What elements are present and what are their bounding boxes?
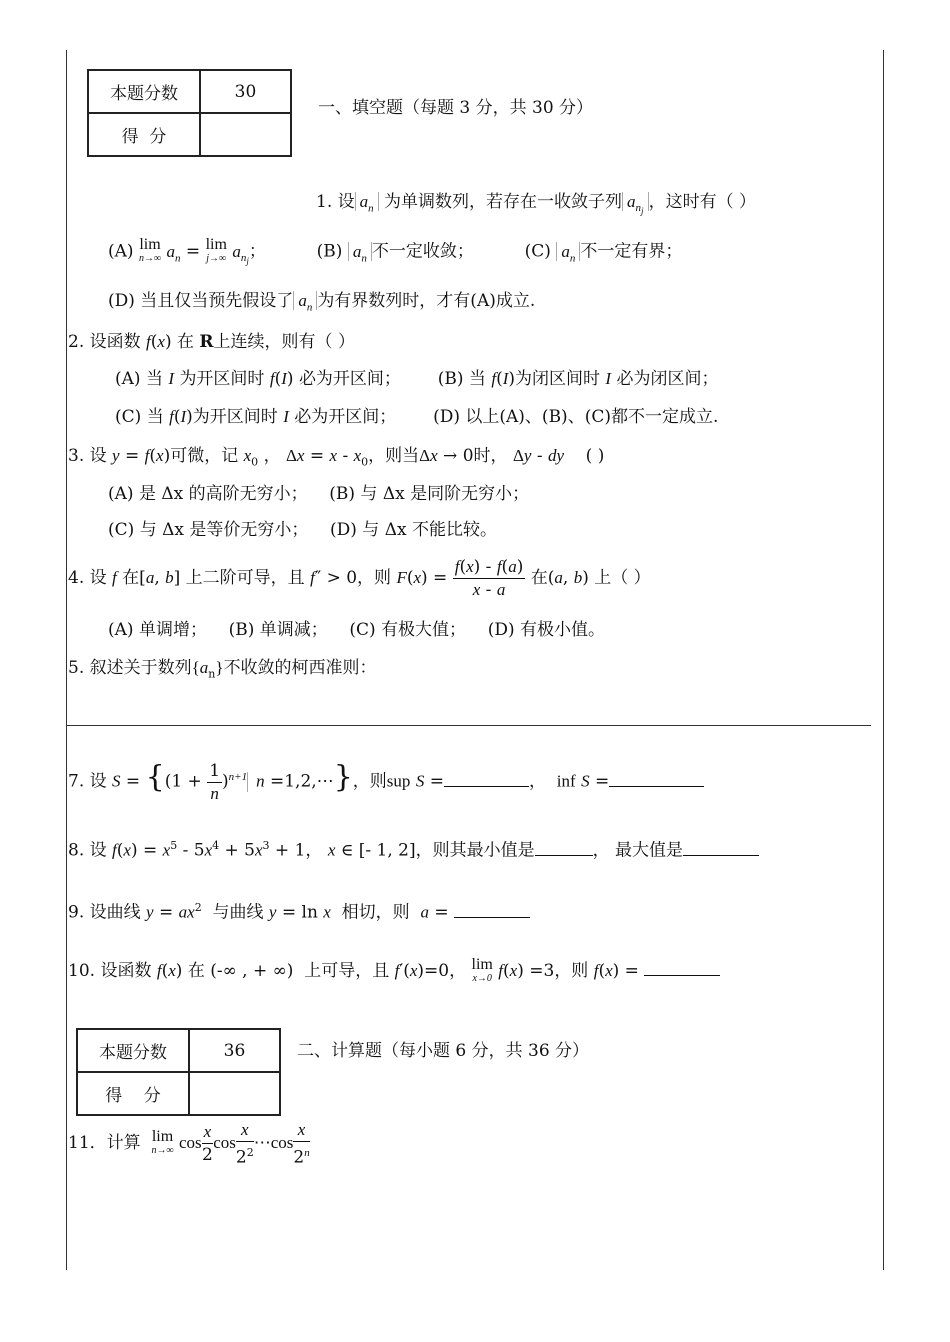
question-1: 1. 设 $a_n$ 为单调数列，若存在一收敛子列 $a_{n_j}$ ，这时有（ ） bbox=[316, 192, 756, 217]
earned-field[interactable] bbox=[200, 113, 291, 156]
min-answer-blank[interactable] bbox=[535, 837, 593, 856]
q1-options-abc: (A) lim n→∞ $a_n$ = lim j→∞ $a_{n_j}$； (B) $a_n$ 不一定收敛； (C) $a_n$ 不一定有界； bbox=[108, 236, 683, 267]
left-margin-line bbox=[66, 50, 67, 1270]
question-7: 7. 设 S = {(1 + $\frac{1}{n}$ )$^{n+1}$ n =1,2,⋯}，则sup S = ， inf S = bbox=[68, 752, 704, 807]
inf-answer-blank[interactable] bbox=[609, 768, 704, 787]
score-label: 本题分数 bbox=[88, 70, 200, 113]
score-box-2 bbox=[76, 1028, 281, 1116]
question-11: 11．计算 lim n→∞ cos $\frac{x}{2}$ cos $\frac{x}{2^2}$ ⋯cos $\frac{x}{2^n}$ bbox=[68, 1119, 310, 1168]
q1-option-d: (D) 当且仅当预先假设了 $a_n$ 为有界数列时，才有(A)成立. bbox=[108, 291, 536, 314]
earned-label: 得 分 bbox=[77, 1072, 189, 1115]
q3-options-cd: (C) 与 Δx 是等价无穷小； (D) 与 Δx 不能比较。 bbox=[108, 520, 497, 540]
earned-label: 得 分 bbox=[88, 113, 200, 156]
question-2: 2. 设函数 f(x) 在 R上连续，则有（ ） bbox=[68, 332, 355, 352]
score-value: 30 bbox=[200, 70, 291, 113]
q4-options: (A) 单调增； (B) 单调减； (C) 有极大值； (D) 有极小值。 bbox=[108, 620, 605, 640]
section-1-title: 一、填空题（每题 3 分，共 30 分） bbox=[318, 98, 594, 118]
sup-answer-blank[interactable] bbox=[444, 768, 529, 787]
max-answer-blank[interactable] bbox=[683, 837, 759, 856]
right-margin-line bbox=[883, 50, 884, 1270]
score-box-1 bbox=[87, 69, 292, 157]
question-5: 5. 叙述关于数列$\{a_n\}$不收敛的柯西准则： bbox=[68, 658, 377, 681]
question-4: 4. 设 f 在[a, b] 上二阶可导，且 f″ > 0，则 F(x) = $\frac{f(x) - f(a)}{x - a}$ 在(a, b) 上（ ） bbox=[68, 557, 651, 600]
q2-options-cd: (C) 当 f(I)为开区间时 I 必为开区间； (D) 以上(A)、(B)、(C)都不一定成立. bbox=[115, 407, 719, 427]
q2-options-ab: (A) 当 I 为开区间时 f(I) 必为开区间； (B) 当 f(I)为闭区间时 I 必为闭区间； bbox=[115, 369, 719, 389]
question-8: 8. 设 $f(x) = x^5 - 5x^4 + 5x^3 + 1$， x ∈ [- 1, 2]，则其最小值是 ， 最大值是 bbox=[68, 834, 759, 863]
q3-options-ab: (A) 是 Δx 的高阶无穷小； (B) 与 Δx 是同阶无穷小； bbox=[108, 484, 530, 504]
section-2-title: 二、计算题（每小题 6 分，共 36 分） bbox=[297, 1041, 590, 1061]
question-9: 9. 设曲线 $y = ax^2$ 与曲线 y = ln x 相切，则 a = bbox=[68, 896, 530, 925]
fx-answer-blank[interactable] bbox=[644, 957, 720, 976]
score-label: 本题分数 bbox=[77, 1029, 189, 1072]
section-divider bbox=[67, 725, 871, 726]
question-10: 10. 设函数 f(x) 在 (-∞ , + ∞) 上可导，且 f′(x)=0， lim x→0 f(x) =3，则 f(x) = bbox=[68, 957, 720, 986]
question-3: 3. 设 y = f(x)可微，记 $x_0$ ， $\Delta x = x - x_0$，则当Δx → 0时， Δy - dy ( ) bbox=[68, 446, 605, 469]
a-answer-blank[interactable] bbox=[454, 899, 530, 918]
score-value: 36 bbox=[189, 1029, 280, 1072]
earned-field[interactable] bbox=[189, 1072, 280, 1115]
